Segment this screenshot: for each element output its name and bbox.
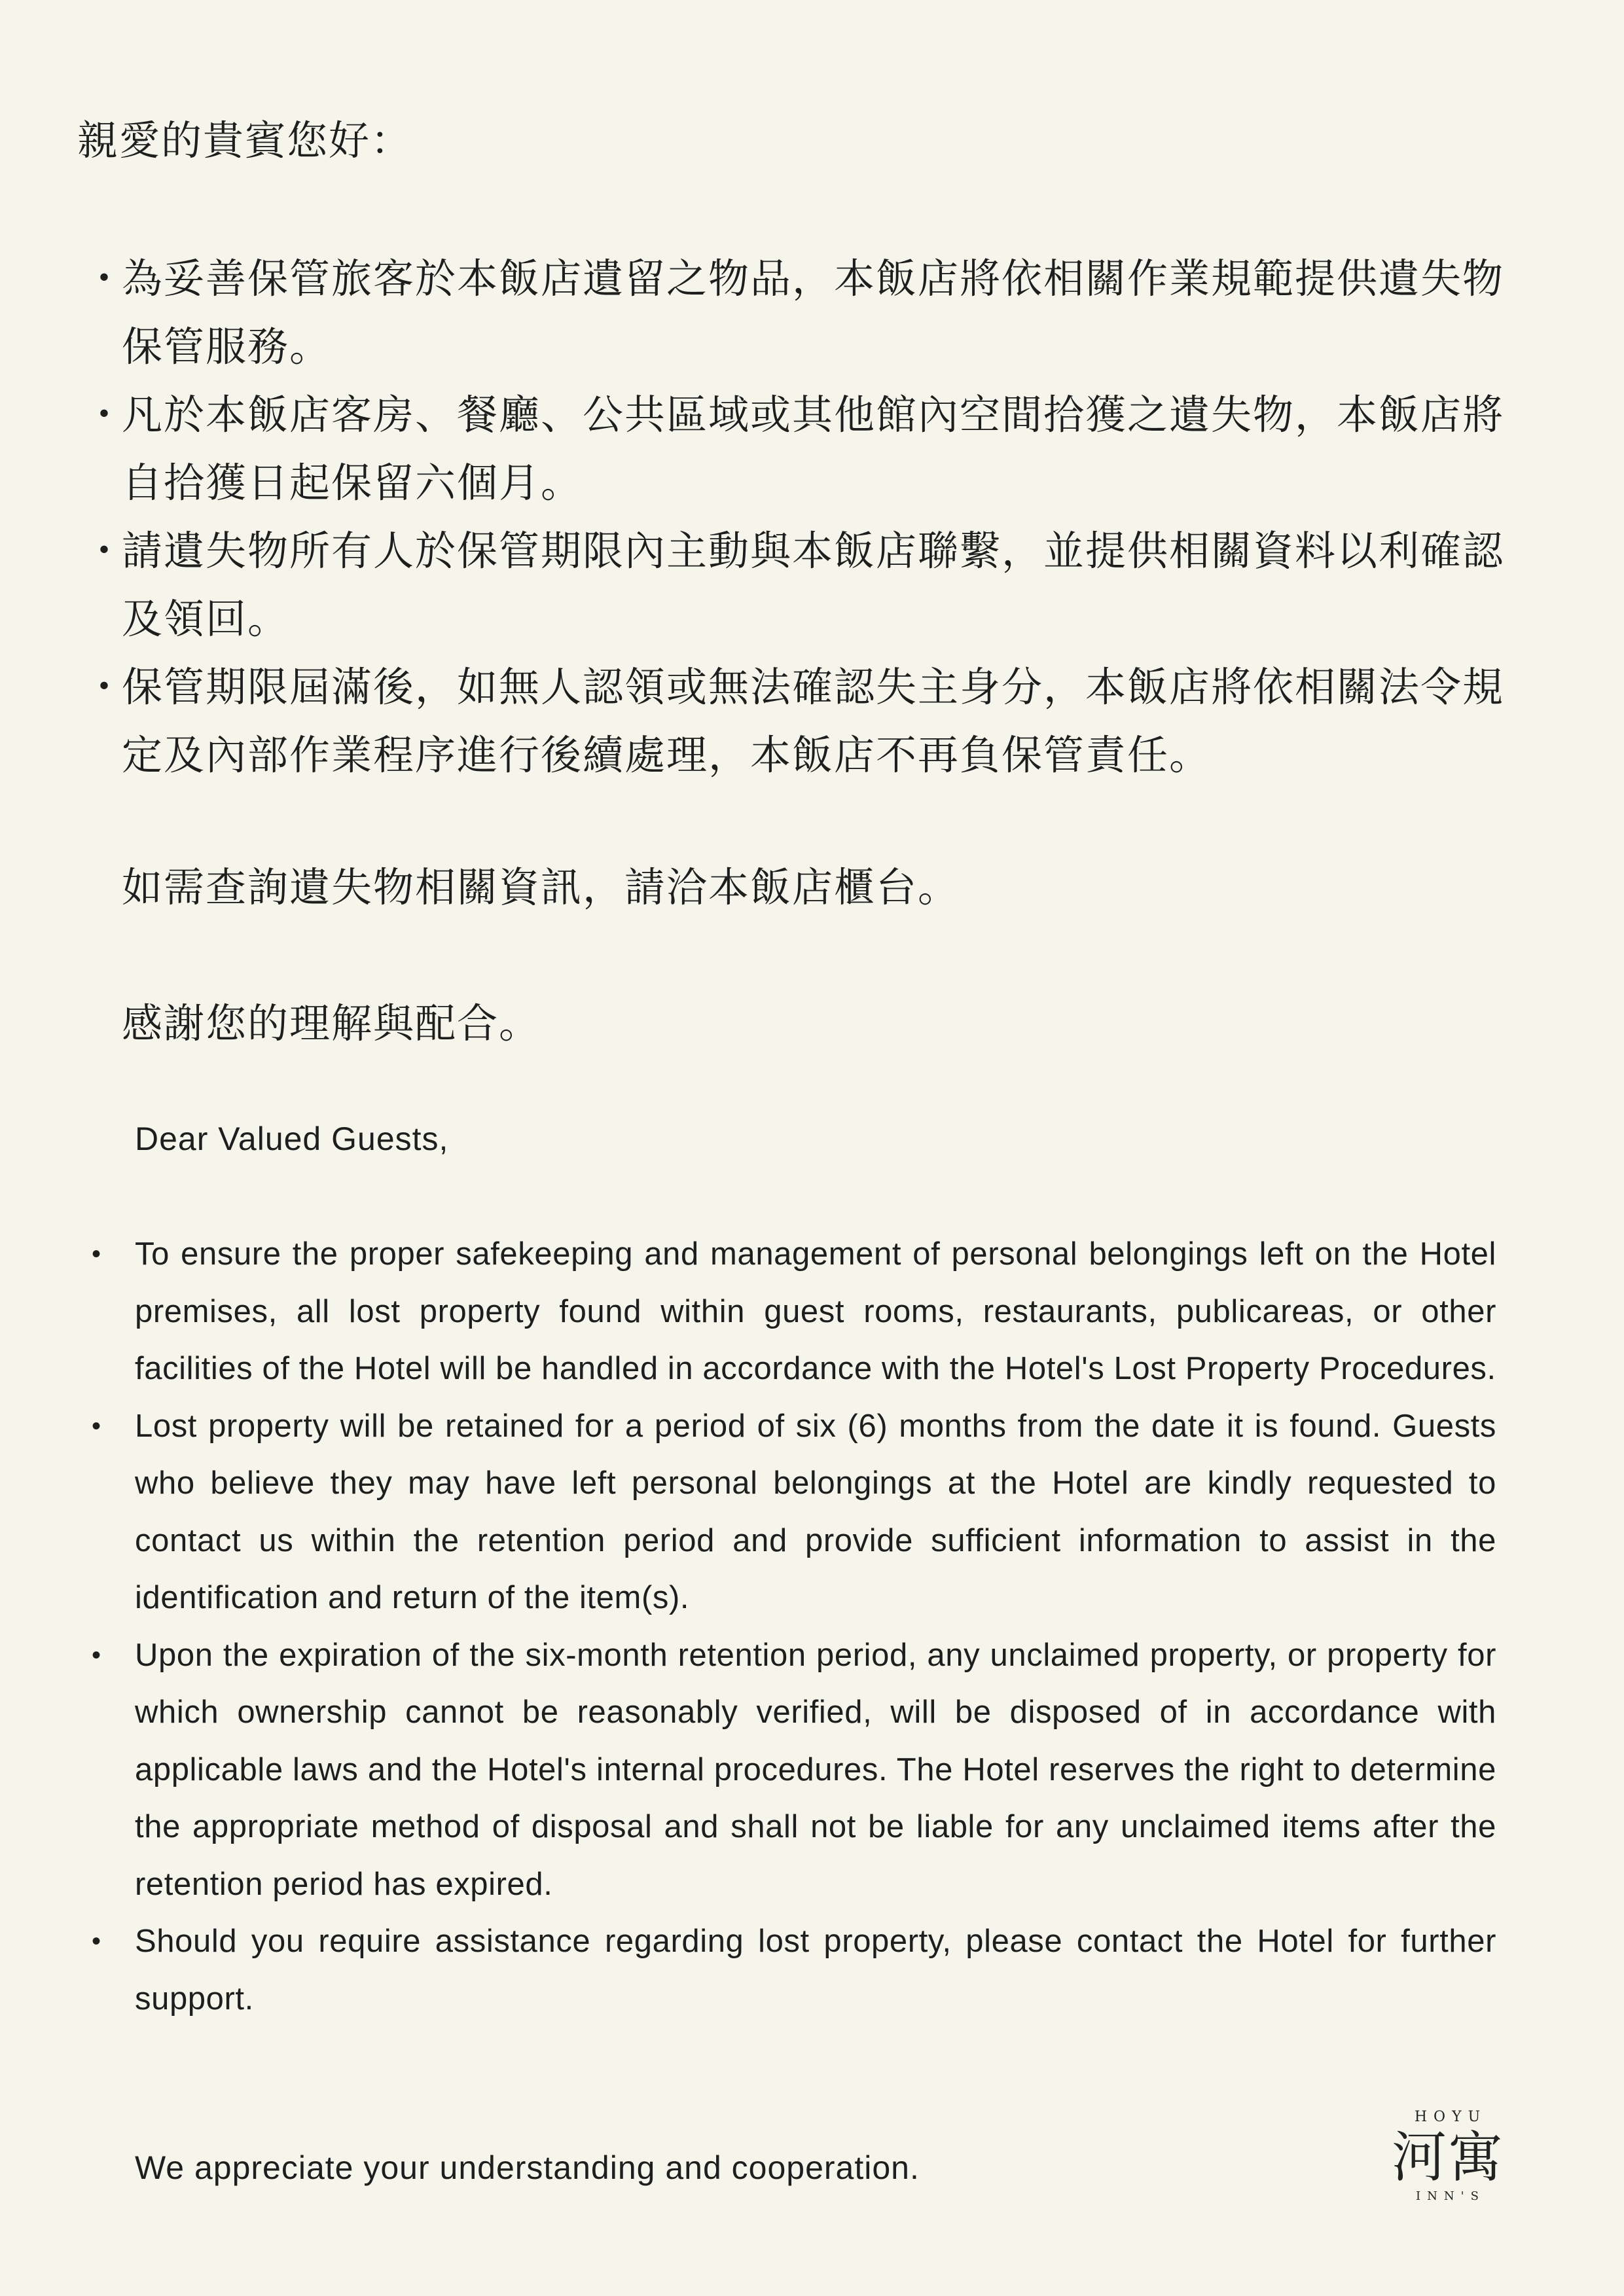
bullet: • bbox=[92, 1927, 101, 1956]
bullet: • bbox=[92, 1640, 101, 1670]
zh-list-item bbox=[84, 517, 1524, 653]
bullet: ・ bbox=[84, 663, 126, 711]
zh-list-item bbox=[84, 245, 1524, 381]
en-greeting: Dear Valued Guests, bbox=[135, 1121, 449, 1157]
bullet: ・ bbox=[84, 255, 126, 302]
logo-top-text: HOYU bbox=[1414, 2109, 1487, 2125]
en-list-item-text: Upon the expiration of the six-month retention period, any unclaimed property, or property for which ownership cannot be reasonably verified, will be disposed of in accordance with applicable laws and the Hotel's internal procedures. The Hotel reserves the right to determine the appropriate method of disposal and shall not be liable for any unclaimed items after the retention period has expired. bbox=[135, 1637, 1496, 1902]
zh-notice-list bbox=[84, 245, 1524, 789]
zh-list-item-text: 凡於本飯店客房、餐廳、公共區域或其他館內空間拾獲之遺失物，本飯店將自拾獲日起保留六個月。 bbox=[122, 391, 1505, 507]
hoyu-inns-logo bbox=[1389, 2109, 1507, 2214]
en-list-item bbox=[92, 1627, 1496, 1914]
zh-list-item-text: 保管期限屆滿後，如無人認領或無法確認失主身分，本飯店將依相關法令規定及內部作業程序進行後續處理，本飯店不再負保管責任。 bbox=[122, 663, 1505, 779]
bullet: ・ bbox=[84, 391, 126, 439]
en-list-item bbox=[92, 1913, 1496, 2028]
bullet: • bbox=[92, 1240, 101, 1268]
en-list-item-text: To ensure the proper safekeeping and management of personal belongings left on the Hotel premises, all lost property found within guest rooms, restaurants, publicareas, or other facilities of the Hotel will be handled in accordance with the Hotel's Lost Property Procedures. bbox=[135, 1236, 1496, 1386]
zh-list-item-text: 為妥善保管旅客於本飯店遺留之物品，本飯店將依相關作業規範提供遺失物保管服務。 bbox=[122, 255, 1505, 370]
bullet: ・ bbox=[84, 527, 126, 575]
logo-main-text: 河寓 bbox=[1391, 2125, 1504, 2189]
en-list-item bbox=[92, 1398, 1496, 1627]
en-notice-list bbox=[92, 1226, 1496, 2028]
zh-list-item bbox=[84, 381, 1524, 517]
zh-list-item bbox=[84, 653, 1524, 789]
zh-thanks-text: 感謝您的理解與配合。 bbox=[122, 999, 541, 1047]
en-thanks-text: We appreciate your understanding and cooperation. bbox=[135, 2149, 920, 2186]
en-list-item-text: Should you require assistance regarding lost property, please contact the Hotel for further support. bbox=[135, 1924, 1496, 2017]
zh-greeting: 親愛的貴賓您好： bbox=[77, 117, 413, 164]
en-list-item-text: Lost property will be retained for a period of six (6) months from the date it is found. Guests who believe they may have left personal belongings at the Hotel are kindly requested to contact us within the retention period and provide sufficient information to assist in the identification and return of the item(s). bbox=[135, 1408, 1496, 1615]
zh-inquiry-text: 如需查詢遺失物相關資訊，請洽本飯店櫃台。 bbox=[122, 863, 960, 911]
en-list-item bbox=[92, 1226, 1496, 1398]
logo-bottom-text: INN'S bbox=[1416, 2189, 1485, 2203]
bullet: • bbox=[92, 1411, 101, 1441]
zh-list-item-text: 請遺失物所有人於保管期限內主動與本飯店聯繫，並提供相關資料以利確認及領回。 bbox=[122, 527, 1505, 643]
